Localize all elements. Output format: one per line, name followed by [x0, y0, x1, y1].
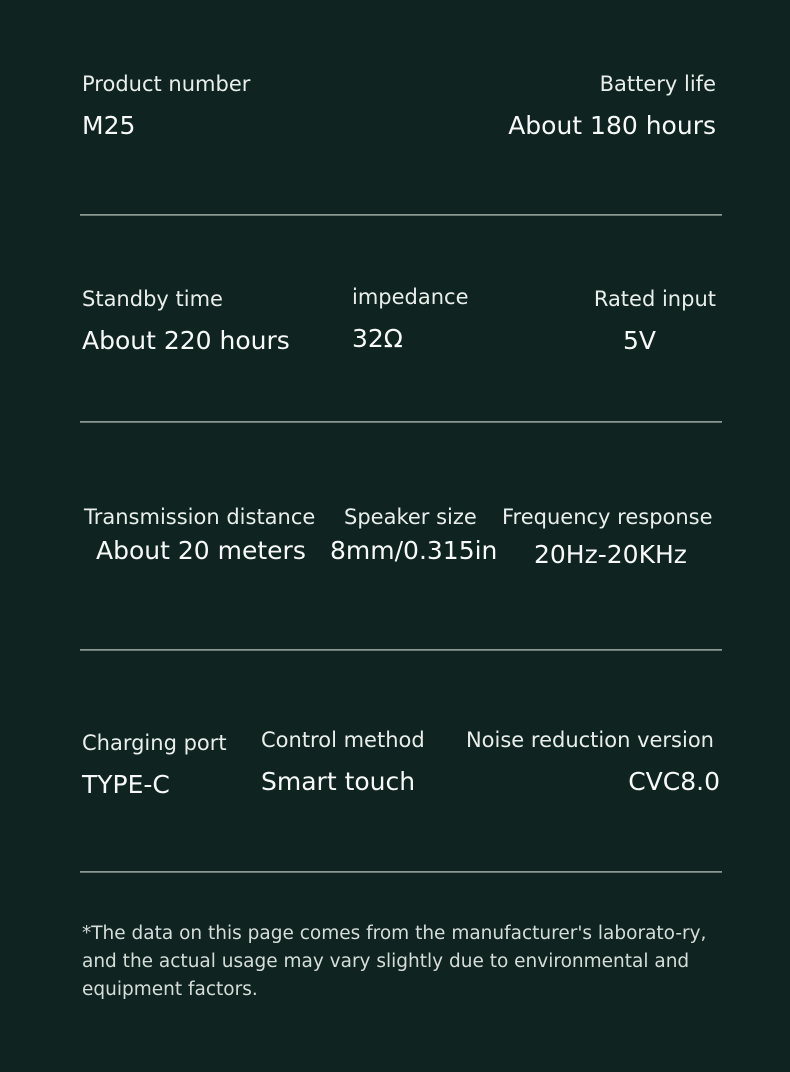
footnote: *The data on this page comes from the manufacturer's laborato-ry, and the actual usage may vary slightly due to environmental and equipment factors. [82, 923, 707, 1000]
spec-label: Rated input [593, 287, 716, 311]
spec-label: Charging port [82, 731, 227, 755]
spec-noise-reduction-version [466, 728, 720, 797]
spec-value: 8mm/0.315in [330, 536, 498, 566]
spec-speaker-size [330, 505, 498, 566]
divider [80, 871, 722, 873]
spec-product-number [82, 72, 250, 141]
spec-rated-input [594, 287, 716, 356]
spec-label: Battery life [599, 72, 716, 96]
spec-label: Control method [261, 728, 425, 752]
spec-battery-life [508, 72, 716, 141]
spec-value: About 220 hours [82, 326, 290, 356]
spec-value: About 20 meters [96, 536, 306, 566]
divider [80, 214, 722, 216]
spec-charging-port [82, 731, 227, 800]
spec-value: About 180 hours [508, 111, 716, 141]
spec-label: Frequency response [502, 505, 713, 529]
spec-value: M25 [82, 111, 136, 141]
spec-value: 32Ω [352, 324, 403, 354]
divider [80, 649, 722, 651]
spec-label: Speaker size [344, 505, 477, 529]
spec-label: impedance [352, 285, 469, 309]
spec-value: TYPE-C [82, 770, 170, 800]
spec-value: 5V [622, 326, 656, 356]
divider [80, 421, 722, 423]
spec-transmission-distance [84, 505, 315, 566]
spec-control-method [261, 728, 425, 797]
spec-label: Product number [82, 72, 251, 96]
spec-value: CVC8.0 [628, 767, 720, 797]
spec-standby-time [82, 287, 290, 356]
spec-value: Smart touch [261, 767, 416, 797]
spec-label: Standby time [82, 287, 223, 311]
spec-frequency-response [502, 505, 713, 570]
spec-impedance [352, 285, 469, 354]
spec-label: Transmission distance [84, 505, 316, 529]
spec-label: Noise reduction version [465, 728, 714, 752]
spec-value: 20Hz-20KHz [534, 540, 687, 570]
